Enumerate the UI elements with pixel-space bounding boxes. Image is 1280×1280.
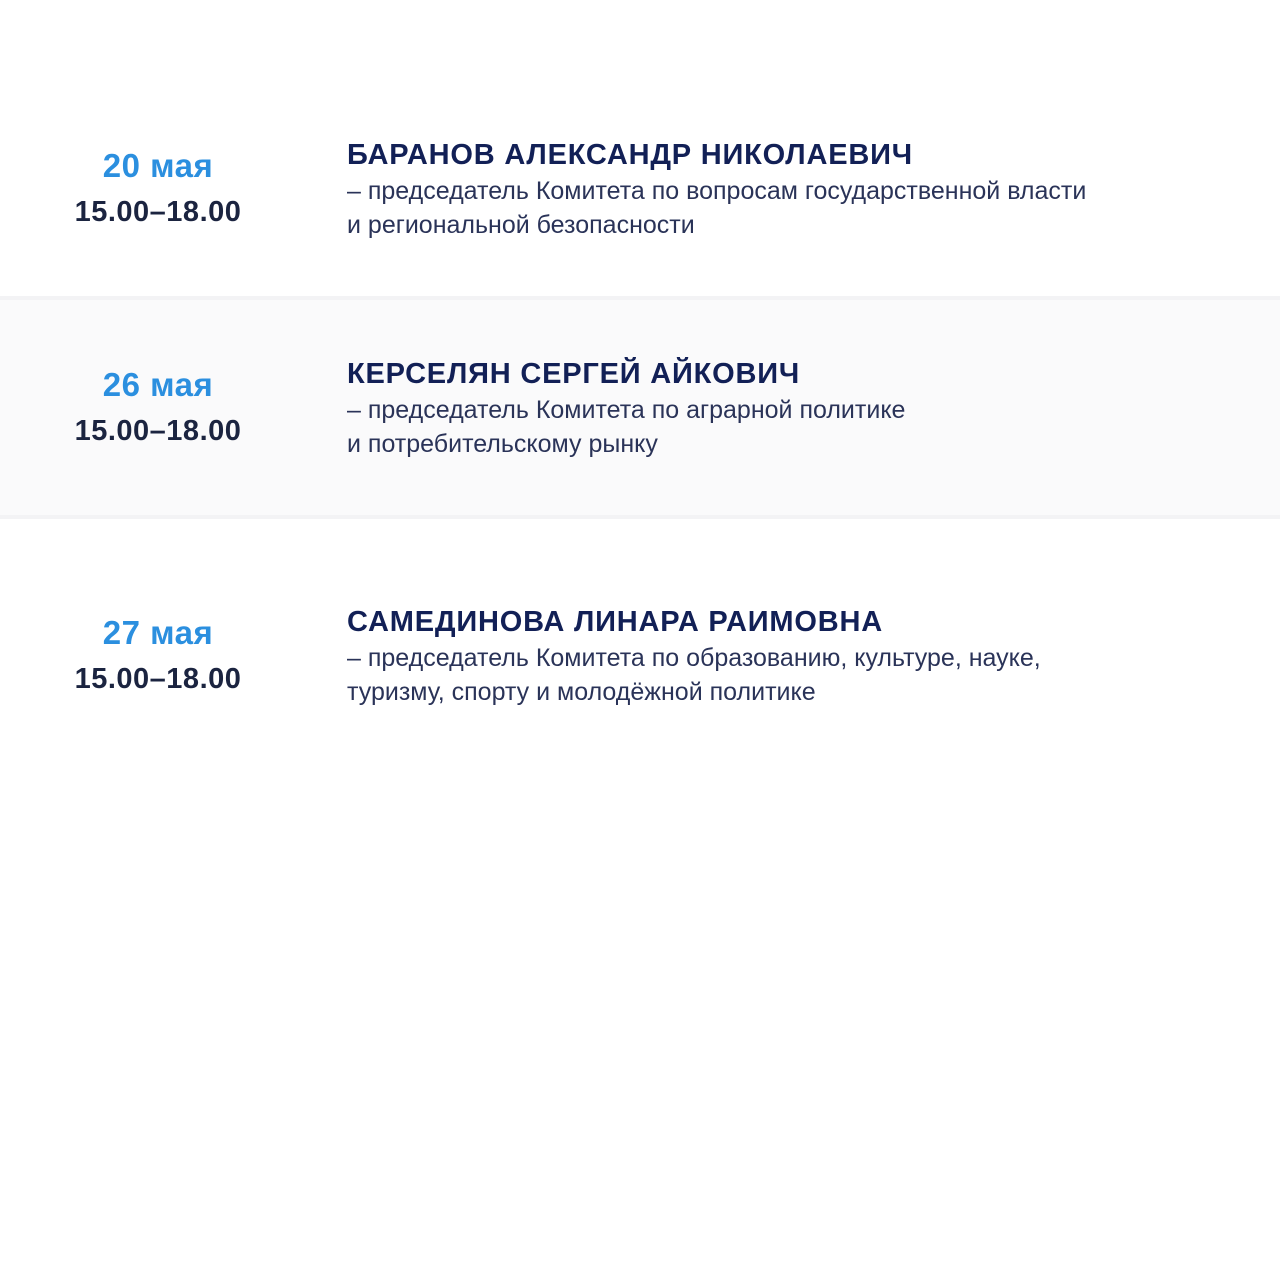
entry-time: 15.00–18.00 xyxy=(74,663,242,695)
person-role xyxy=(347,641,1247,709)
person-block xyxy=(347,138,1247,242)
person-role xyxy=(347,393,1247,461)
entry-time: 15.00–18.00 xyxy=(74,196,242,228)
section-divider xyxy=(0,515,1280,519)
entry-time: 15.00–18.00 xyxy=(74,415,242,447)
person-block xyxy=(347,605,1247,709)
date-time-block xyxy=(40,146,276,230)
entry-date: 27 мая xyxy=(102,614,214,651)
person-block xyxy=(347,357,1247,461)
entry-date: 26 мая xyxy=(102,366,214,403)
role-line: и потребительскому рынку xyxy=(347,430,658,458)
person-name: БАРАНОВ АЛЕКСАНДР НИКОЛАЕВИЧ xyxy=(347,139,913,171)
person-name: САМЕДИНОВА ЛИНАРА РАИМОВНА xyxy=(347,606,883,638)
person-role xyxy=(347,174,1247,242)
section-divider xyxy=(0,296,1280,300)
date-time-block xyxy=(40,613,276,697)
role-line: – председатель Комитета по образованию, культуре, науке, xyxy=(347,644,1041,672)
role-line: и региональной безопасности xyxy=(347,211,695,239)
role-line: – председатель Комитета по вопросам государственной власти xyxy=(347,177,1087,205)
date-time-block xyxy=(40,365,276,449)
role-line: – председатель Комитета по аграрной политике xyxy=(347,396,906,424)
entry-date: 20 мая xyxy=(102,147,214,184)
role-line: туризму, спорту и молодёжной политике xyxy=(347,678,816,706)
person-name: КЕРСЕЛЯН СЕРГЕЙ АЙКОВИЧ xyxy=(347,358,801,390)
